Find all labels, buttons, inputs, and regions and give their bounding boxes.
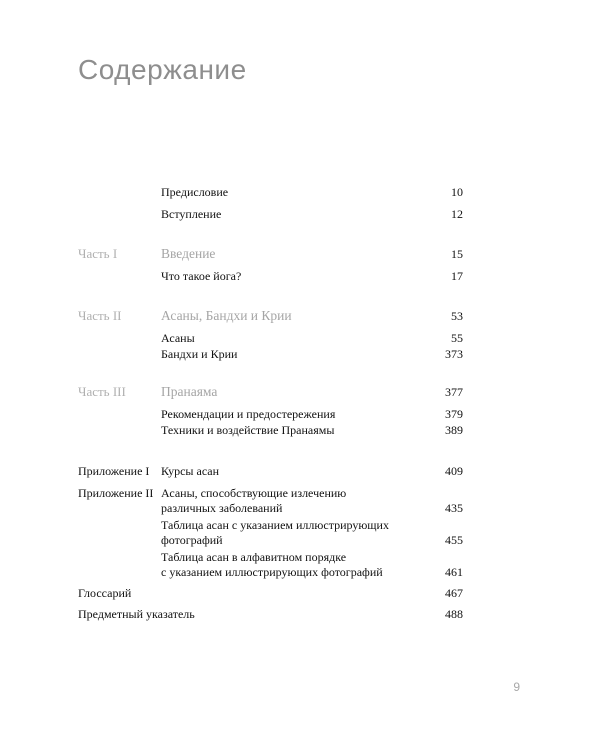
entry-title: Предисловие: [161, 185, 229, 199]
entry-page: 379: [445, 407, 463, 421]
entry-label: Предметный указатель: [78, 607, 195, 621]
toc-entry: [0, 184, 600, 200]
toc-entry: [0, 346, 600, 362]
part-title: Асаны, Бандхи и Крии: [161, 308, 292, 323]
entry-page: 488: [445, 607, 463, 621]
toc-entry-continuation: [0, 500, 600, 516]
entry-page: 409: [445, 464, 463, 478]
entry-page: 455: [445, 533, 463, 547]
toc-entry: [0, 549, 600, 565]
part-title: Введение: [161, 246, 216, 261]
entry-page: 17: [451, 269, 463, 283]
toc-entry-continuation: [0, 564, 600, 580]
entry-label: Глоссарий: [78, 586, 132, 600]
entry-title: фотографий: [161, 533, 223, 547]
entry-title: Что такое йога?: [161, 269, 242, 283]
part-label: Часть III: [78, 384, 126, 399]
page-title: Содержание: [78, 54, 247, 85]
toc-entry: [0, 406, 600, 422]
entry-page: 461: [445, 565, 463, 579]
entry-page: 55: [451, 331, 463, 345]
appendix-label: Приложение I: [78, 464, 150, 478]
toc-backmatter-entry: [0, 606, 600, 622]
entry-page: 12: [451, 207, 463, 221]
entry-page: 389: [445, 423, 463, 437]
entry-title: Курсы асан: [161, 464, 220, 478]
toc-part-entry: [0, 308, 600, 324]
toc-entry: [0, 206, 600, 222]
toc-appendix-entry: [0, 485, 600, 501]
entry-title: с указанием иллюстрирующих фотографий: [161, 565, 383, 579]
entry-title: различных заболеваний: [161, 501, 283, 515]
toc-appendix-entry: [0, 463, 600, 479]
toc-entry: [0, 330, 600, 346]
toc-entry: [0, 422, 600, 438]
part-label: Часть II: [78, 308, 122, 323]
toc-part-entry: [0, 246, 600, 262]
part-label: Часть I: [78, 246, 118, 261]
toc-backmatter-entry: [0, 585, 600, 601]
entry-title: Вступление: [161, 207, 222, 221]
entry-page: 53: [451, 309, 463, 323]
toc-part-entry: [0, 384, 600, 400]
entry-title: Техники и воздействие Пранаямы: [161, 423, 335, 437]
toc-entry: [0, 268, 600, 284]
entry-title: Асаны: [161, 331, 195, 345]
entry-title: Бандхи и Крии: [161, 347, 238, 361]
entry-title: Таблица асан в алфавитном порядке: [161, 550, 347, 564]
toc-entry-continuation: [0, 532, 600, 548]
entry-title: Таблица асан с указанием иллюстрирующих: [161, 518, 389, 532]
entry-page: 15: [451, 247, 463, 261]
entry-title: Рекомендации и предостережения: [161, 407, 336, 421]
entry-page: 373: [445, 347, 463, 361]
entry-page: 10: [451, 185, 463, 199]
appendix-label: Приложение II: [78, 486, 154, 500]
part-title: Пранаяма: [161, 384, 218, 399]
entry-page: 435: [445, 501, 463, 515]
entry-page: 377: [445, 385, 463, 399]
toc-entry: [0, 517, 600, 533]
entry-page: 467: [445, 586, 463, 600]
page-number: 9: [513, 680, 520, 694]
entry-title: Асаны, способствующие излечению: [161, 486, 347, 500]
